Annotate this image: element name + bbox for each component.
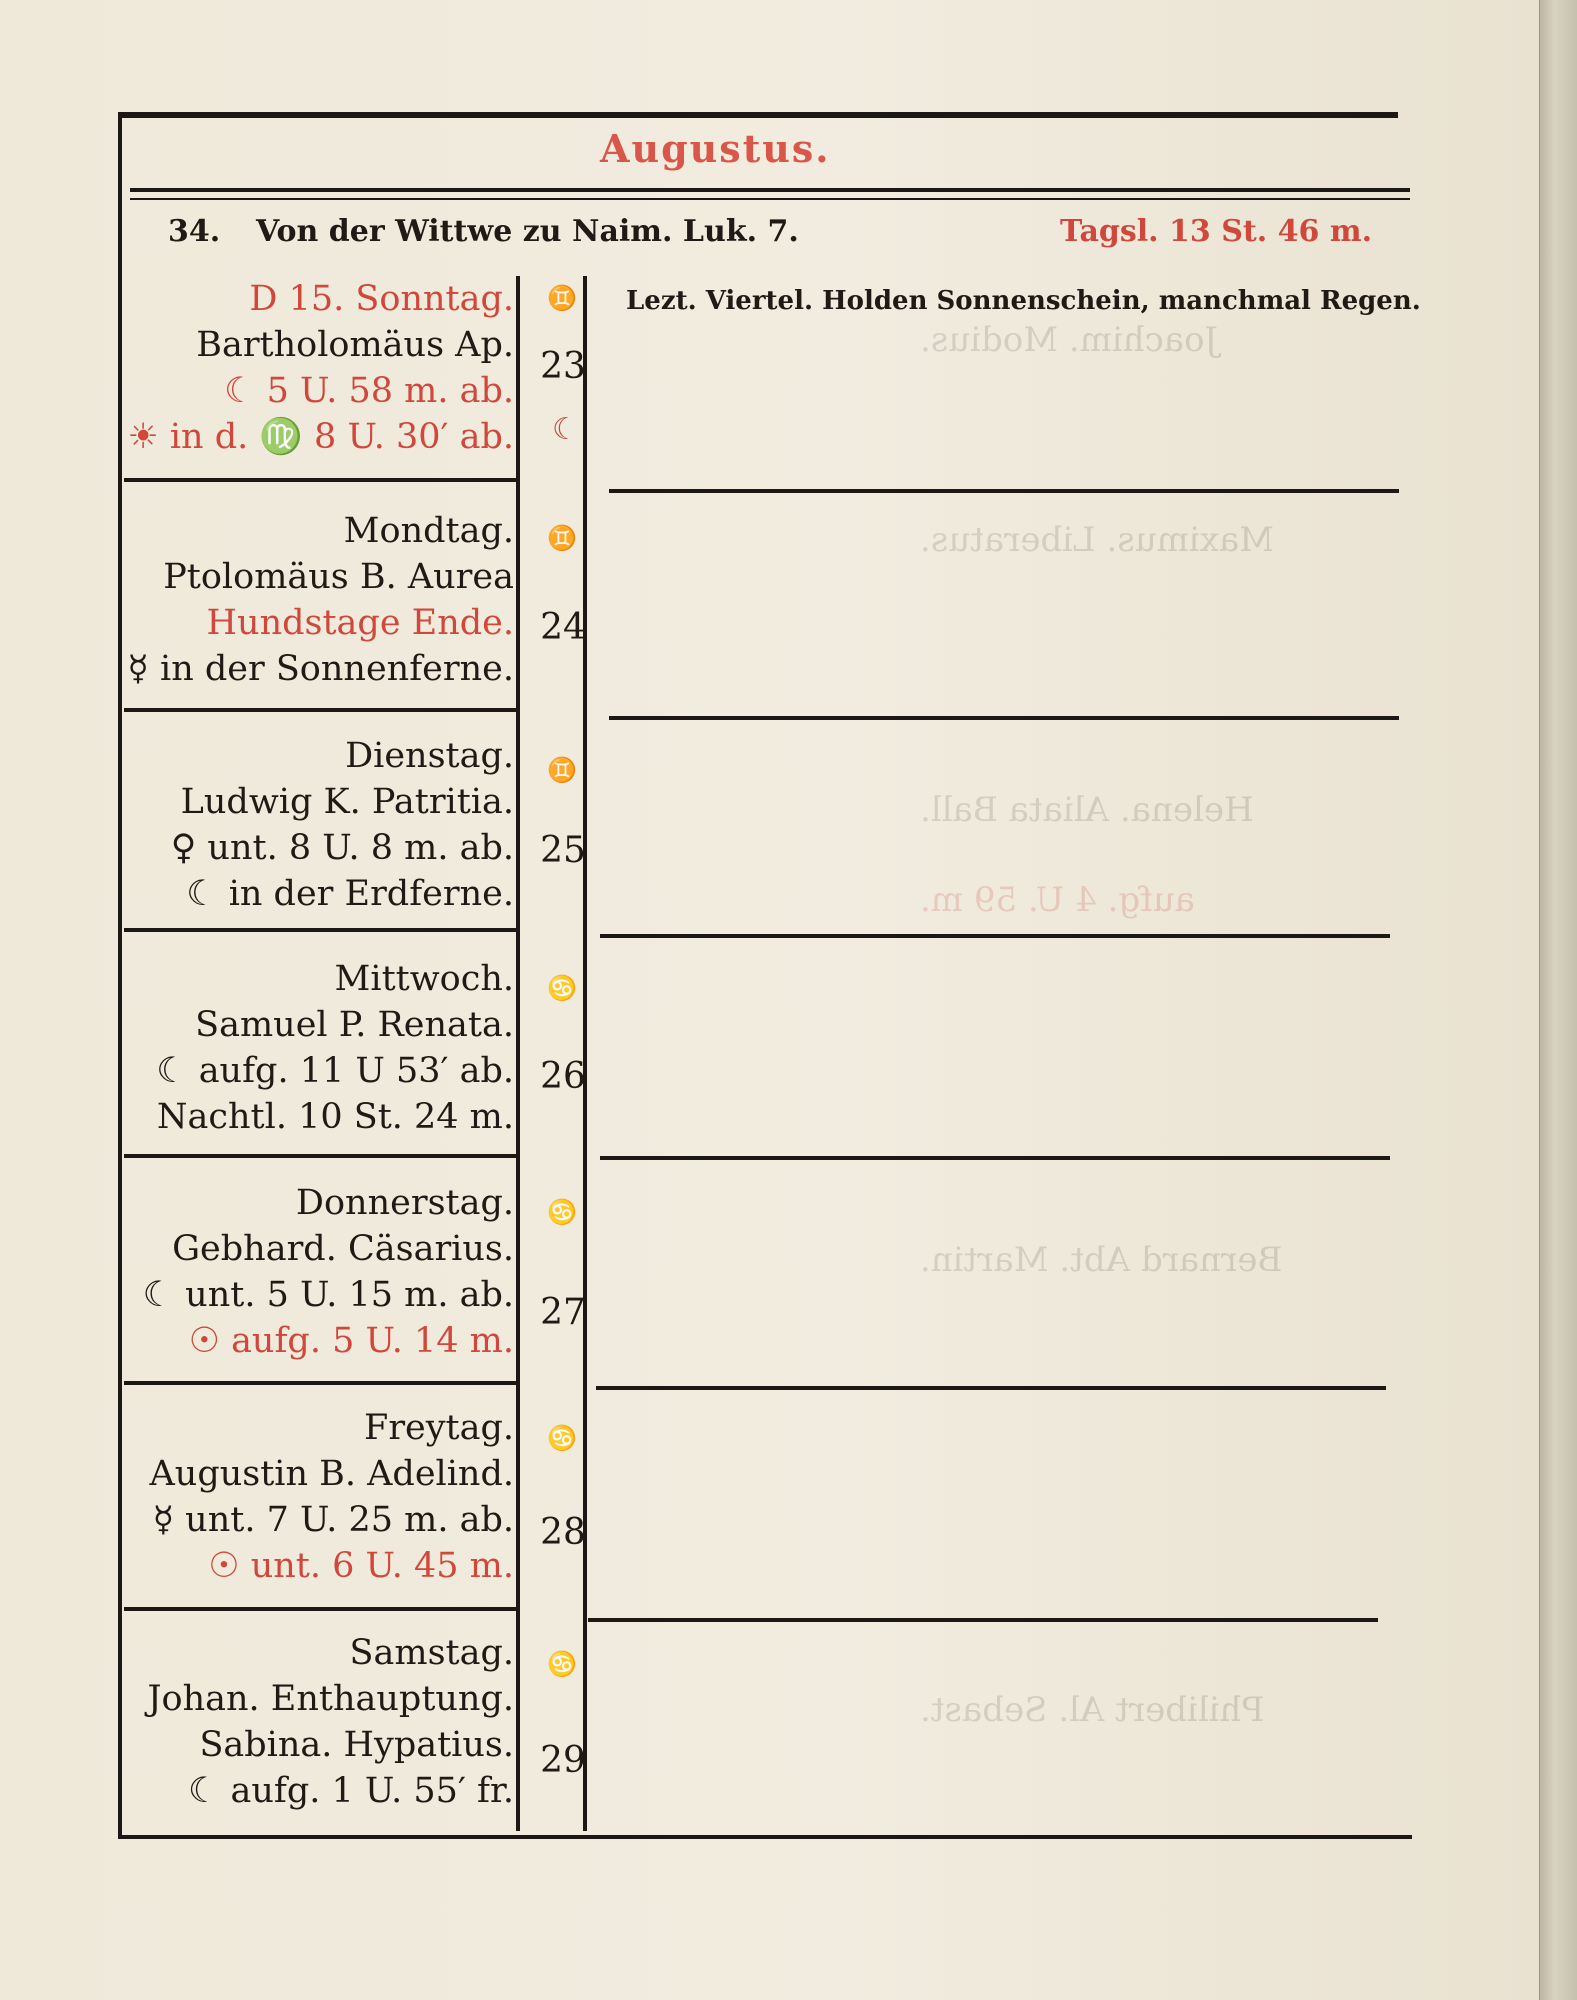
- week-number: 34.: [168, 214, 221, 249]
- weather-note: Lezt. Viertel. Holden Sonnenschein, manchmal Regen.: [626, 286, 1421, 316]
- row-separator: [124, 1381, 518, 1385]
- day-entry-line: Dienstag.: [345, 736, 514, 776]
- gospel-reading: Von der Wittwe zu Naim. Luk. 7.: [256, 214, 799, 249]
- moon-phase-icon: ☾: [552, 412, 579, 447]
- day-entry-line: Mittwoch.: [334, 959, 514, 999]
- column-divider-left: [516, 276, 520, 1831]
- day-entry-line: ♀ unt. 8 U. 8 m. ab.: [170, 828, 514, 868]
- lunar-day-number: 28: [540, 1512, 586, 1553]
- lunar-day-number: 27: [540, 1292, 586, 1333]
- day-entry-line: Samstag.: [349, 1633, 514, 1673]
- day-entry: [122, 733, 514, 917]
- day-entry-line: Freytag.: [364, 1408, 514, 1448]
- day-entry-line: Gebhard. Cäsarius.: [172, 1229, 514, 1269]
- day-entry-line: Sabina. Hypatius.: [199, 1725, 514, 1765]
- lunar-day-number: 24: [540, 607, 586, 648]
- day-entry-line: ☾ unt. 5 U. 15 m. ab.: [142, 1275, 514, 1315]
- row-separator: [609, 489, 1399, 493]
- row-separator: [124, 478, 518, 482]
- day-length: Tagsl. 13 St. 46 m.: [1060, 214, 1373, 249]
- day-entry: [122, 1405, 514, 1589]
- day-entry-line: ☿ unt. 7 U. 25 m. ab.: [152, 1500, 514, 1540]
- lunar-day-number: 25: [540, 830, 586, 871]
- day-entry-line: ☾ aufg. 1 U. 55′ fr.: [187, 1771, 514, 1811]
- zodiac-icon: ♋: [547, 1198, 577, 1226]
- lunar-day-number: 26: [540, 1056, 586, 1097]
- day-entry-line: ☀ in d. ♍ 8 U. 30′ ab.: [127, 417, 514, 457]
- day-entry-line: Hundstage Ende.: [206, 603, 514, 643]
- zodiac-icon: ♋: [547, 974, 577, 1002]
- day-entry-line: Bartholomäus Ap.: [196, 325, 514, 365]
- day-entry-line: ☿ in der Sonnenferne.: [127, 649, 514, 689]
- day-entry: [122, 956, 514, 1140]
- zodiac-icon: ♊: [547, 756, 577, 784]
- zodiac-icon: ♋: [547, 1650, 577, 1678]
- day-entry-line: ☾ in der Erdferne.: [186, 874, 514, 914]
- day-entry-line: ☾ 5 U. 58 m. ab.: [224, 371, 514, 411]
- row-separator: [600, 1156, 1390, 1160]
- day-entry-line: Nachtl. 10 St. 24 m.: [156, 1097, 514, 1137]
- top-rule: [118, 112, 1398, 118]
- row-separator: [596, 1386, 1386, 1390]
- row-separator: [588, 1618, 1378, 1622]
- column-divider-right: [583, 276, 587, 1831]
- zodiac-icon: ♊: [547, 284, 577, 312]
- day-entry: [122, 1180, 514, 1364]
- day-entry-line: ☉ aufg. 5 U. 14 m.: [188, 1321, 514, 1361]
- row-separator: [609, 716, 1399, 720]
- day-entry-line: Samuel P. Renata.: [195, 1005, 514, 1045]
- day-entry: [122, 508, 514, 692]
- day-entry-line: D 15. Sonntag.: [249, 279, 514, 319]
- row-separator: [600, 934, 1390, 938]
- row-separator: [124, 1154, 518, 1158]
- day-entry-line: Donnerstag.: [295, 1183, 514, 1223]
- row-separator: [124, 708, 518, 712]
- day-entry-line: Johan. Enthauptung.: [147, 1679, 514, 1719]
- book-gutter: [1539, 0, 1577, 2000]
- month-title: Augustus.: [600, 126, 831, 171]
- day-entry-line: ☾ aufg. 11 U 53′ ab.: [156, 1051, 514, 1091]
- row-separator: [124, 928, 518, 932]
- row-separator: [124, 1607, 518, 1611]
- day-entry-line: Ptolomäus B. Aurea: [163, 557, 514, 597]
- day-entry-line: Ludwig K. Patritia.: [180, 782, 514, 822]
- day-entry-line: Augustin B. Adelind.: [149, 1454, 514, 1494]
- header-rule-thin: [130, 198, 1410, 200]
- header-rule: [130, 188, 1410, 192]
- day-entry: [122, 1630, 514, 1814]
- lunar-day-number: 23: [540, 346, 586, 387]
- day-entry: [122, 276, 514, 460]
- zodiac-icon: ♋: [547, 1424, 577, 1452]
- day-entry-line: ☉ unt. 6 U. 45 m.: [208, 1546, 514, 1586]
- lunar-day-number: 29: [540, 1740, 586, 1781]
- day-entry-line: Mondtag.: [343, 511, 514, 551]
- zodiac-icon: ♊: [547, 524, 577, 552]
